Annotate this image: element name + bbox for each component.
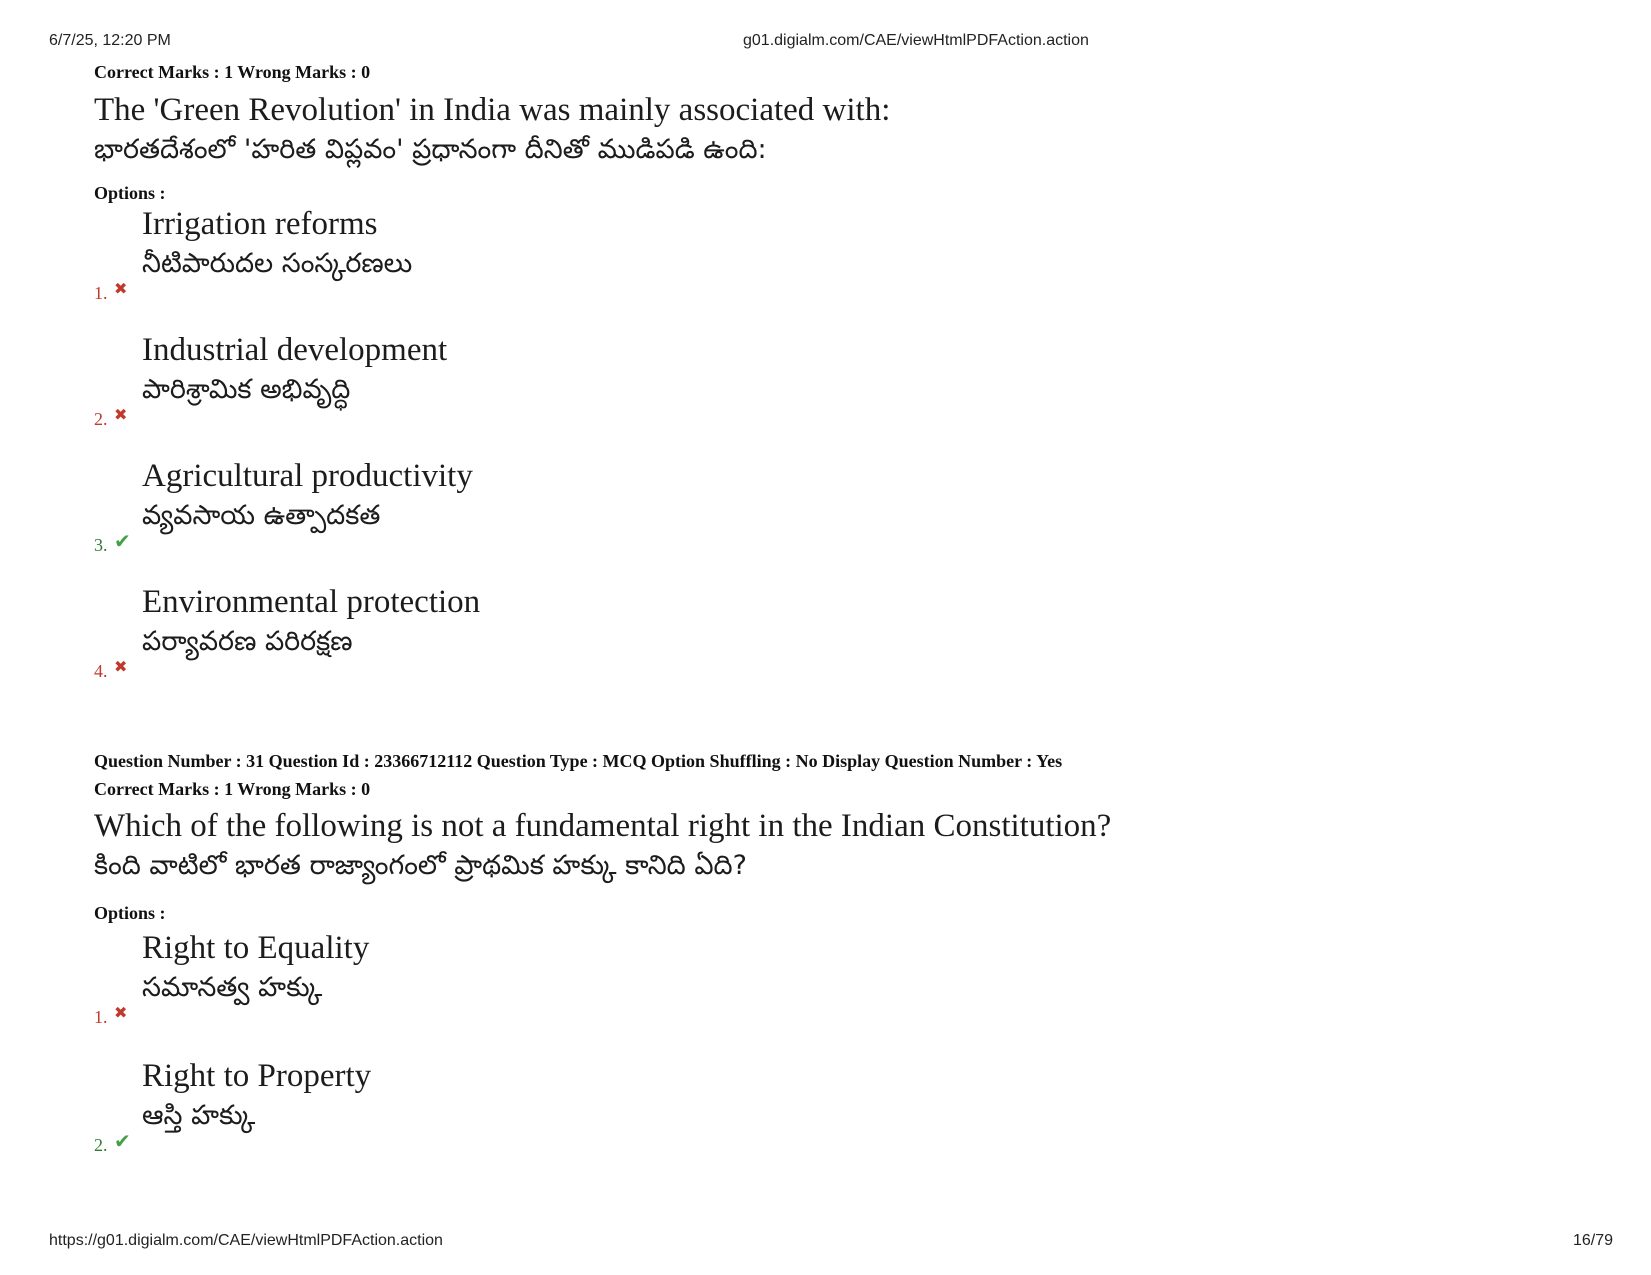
q30-question-text bbox=[94, 90, 890, 170]
q30-question-en: The 'Green Revolution' in India was mainly associated with: bbox=[94, 92, 891, 128]
cross-mark-icon: ✖ bbox=[114, 1003, 128, 1022]
q30-option-3 bbox=[94, 456, 994, 556]
option-text-te: ఆస్తి హక్కు bbox=[142, 1100, 256, 1131]
print-footer-url: https://g01.digialm.com/CAE/viewHtmlPDFAction.action bbox=[49, 1232, 443, 1249]
q31-question-text bbox=[94, 806, 1111, 886]
print-page-number: 16/79 bbox=[1572, 1232, 1613, 1249]
q31-marks: Correct Marks : 1 Wrong Marks : 0 bbox=[94, 779, 371, 799]
q31-option-2 bbox=[94, 1056, 994, 1156]
check-mark-icon: ✔ bbox=[114, 1129, 131, 1153]
option-text-en: Environmental protection bbox=[142, 584, 481, 620]
q31-question-en: Which of the following is not a fundamental right in the Indian Constitution? bbox=[94, 808, 1112, 844]
cross-mark-icon: ✖ bbox=[114, 657, 128, 676]
option-text-te: పారిశ్రామిక అభివృద్ధి bbox=[142, 374, 351, 405]
q31-question-te: కింది వాటిలో భారత రాజ్యాంగంలో ప్రాథమిక హక్కు కానిది ఏది? bbox=[94, 850, 747, 881]
option-text-en: Right to Equality bbox=[142, 930, 370, 966]
option-text-en: Irrigation reforms bbox=[142, 206, 378, 242]
option-text-en: Agricultural productivity bbox=[142, 458, 473, 494]
option-number: 1. bbox=[94, 283, 108, 303]
option-number: 4. bbox=[94, 661, 108, 681]
option-number: 2. bbox=[94, 409, 108, 429]
option-text-te: పర్యావరణ పరిరక్షణ bbox=[142, 626, 353, 657]
q31-options-label: Options : bbox=[94, 903, 166, 923]
cross-mark-icon: ✖ bbox=[114, 405, 128, 424]
cross-mark-icon: ✖ bbox=[114, 279, 128, 298]
option-text-te: వ్యవసాయ ఉత్పాదకత bbox=[142, 500, 381, 531]
print-datetime: 6/7/25, 12:20 PM bbox=[49, 32, 171, 49]
check-mark-icon: ✔ bbox=[114, 529, 131, 553]
option-number: 1. bbox=[94, 1007, 108, 1027]
q30-option-2 bbox=[94, 330, 994, 430]
q30-marks: Correct Marks : 1 Wrong Marks : 0 bbox=[94, 62, 371, 82]
option-text-te: సమానత్వ హక్కు bbox=[142, 972, 323, 1003]
option-text-en: Industrial development bbox=[142, 332, 448, 368]
q31-option-1 bbox=[94, 928, 994, 1028]
option-number: 3. bbox=[94, 535, 108, 555]
q30-option-1 bbox=[94, 204, 994, 304]
option-text-en: Right to Property bbox=[142, 1058, 372, 1094]
q30-question-te: భారతదేశంలో 'హరిత విప్లవం' ప్రధానంగా దీనితో ముడిపడి ఉంది: bbox=[94, 134, 767, 165]
q30-options-label: Options : bbox=[94, 183, 166, 203]
q31-info: Question Number : 31 Question Id : 23366712112 Question Type : MCQ Option Shuffling : No Display Question Number : Yes bbox=[94, 751, 1063, 771]
print-page-url-title: g01.digialm.com/CAE/viewHtmlPDFAction.action bbox=[743, 32, 1089, 49]
option-number: 2. bbox=[94, 1135, 108, 1155]
option-text-te: నీటిపారుదల సంస్కరణలు bbox=[142, 248, 413, 279]
q30-option-4 bbox=[94, 582, 994, 682]
